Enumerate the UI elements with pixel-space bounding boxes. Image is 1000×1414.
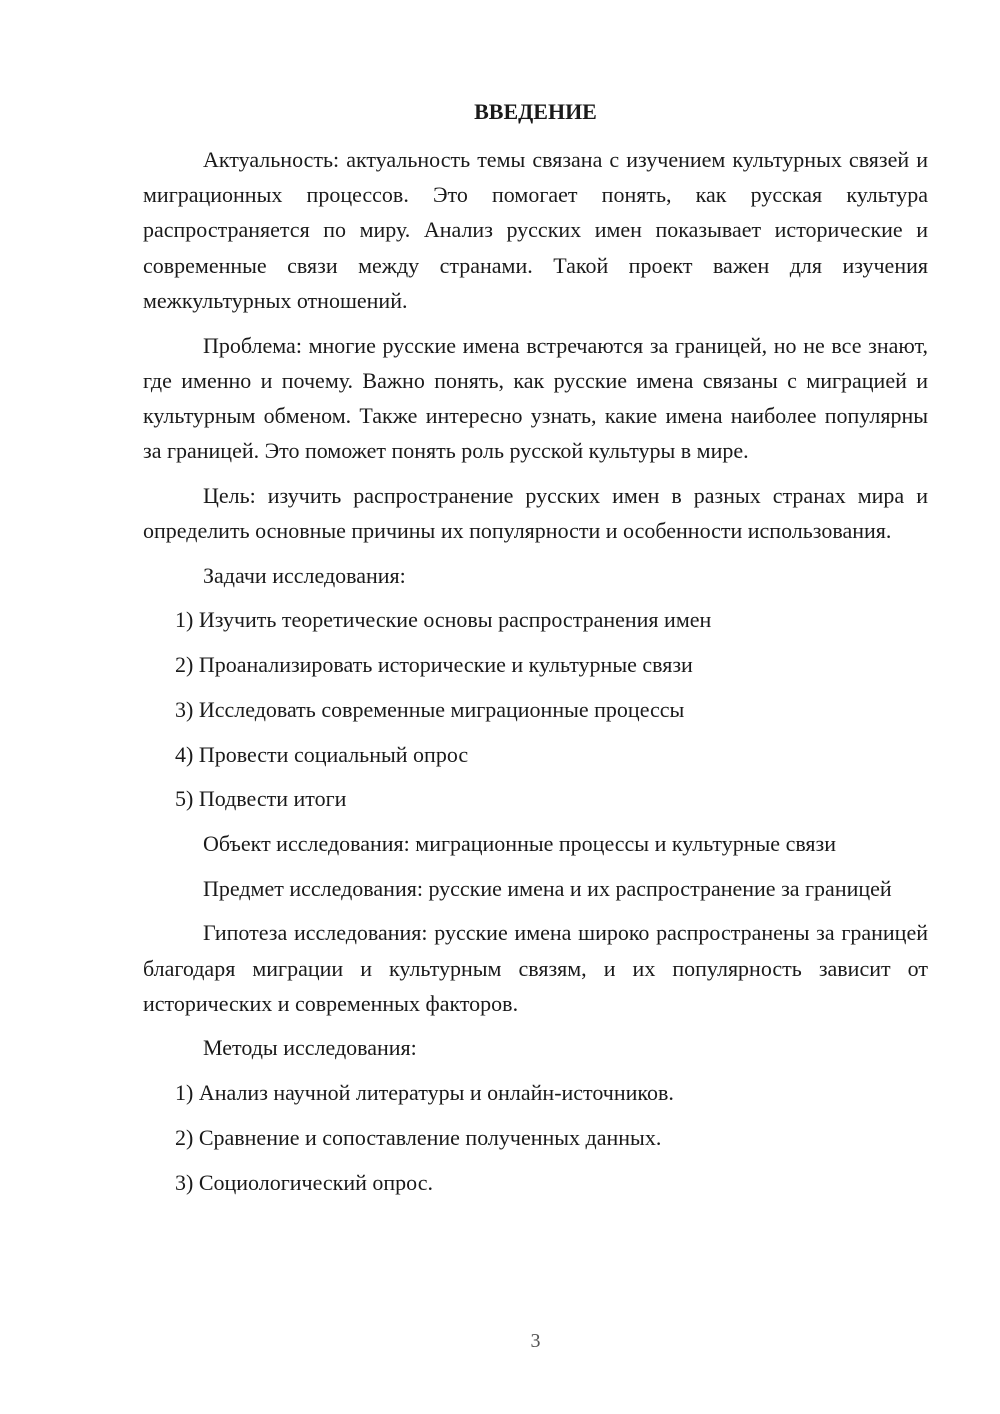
tasks-list: [143, 602, 928, 816]
hypothesis-paragraph: Гипотеза исследования: русские имена широко распространены за границей благодаря миграции и культурным связям, и их популярность зависит от исторических и современных факторов.: [143, 920, 928, 1016]
methods-heading: Методы исследования:: [203, 1035, 417, 1061]
list-item: 2) Проанализировать исторические и культурные связи: [175, 652, 693, 678]
list-item: 1) Анализ научной литературы и онлайн-источников.: [175, 1080, 674, 1106]
list-item: 4) Провести социальный опрос: [175, 741, 469, 767]
document-page: [143, 0, 928, 1414]
document-body: [143, 142, 928, 1209]
list-item: 5) Подвести итоги: [175, 786, 347, 812]
page-number: 3: [530, 1330, 541, 1352]
page-title: ВВЕДЕНИЕ: [474, 99, 597, 124]
tasks-heading: Задачи исследования:: [203, 562, 406, 588]
list-item: 3) Социологический опрос.: [175, 1169, 433, 1195]
list-item: 3) Исследовать современные миграционные процессы: [175, 696, 685, 722]
problem-paragraph: Проблема: многие русские имена встречаются за границей, но не все знают, где именно и почему. Важно понять, как русские имена связаны с миграцией и культурным обменом. Также интересно узнать, какие имена наиболее популярны за границей. Это поможет понять роль русской культуры в мире.: [143, 332, 928, 464]
methods-list: [143, 1075, 928, 1200]
list-item: 1) Изучить теоретические основы распространения имен: [175, 607, 712, 633]
object-paragraph: Объект исследования: миграционные процессы и культурные связи: [203, 830, 837, 856]
goal-paragraph: Цель: изучить распространение русских имен в разных странах мира и определить основные причины их популярности и особенности использования.: [143, 482, 928, 544]
subject-paragraph: Предмет исследования: русские имена и их распространение за границей: [203, 875, 892, 901]
relevance-paragraph: Актуальность: актуальность темы связана с изучением культурных связей и миграционных процессов. Это помогает понять, как русская культура распространяется по миру. Анализ русских имен показывает исторические и современные связи между странами. Такой проект важен для изучения межкультурных отношений.: [143, 147, 928, 313]
list-item: 2) Сравнение и сопоставление полученных данных.: [175, 1124, 662, 1150]
